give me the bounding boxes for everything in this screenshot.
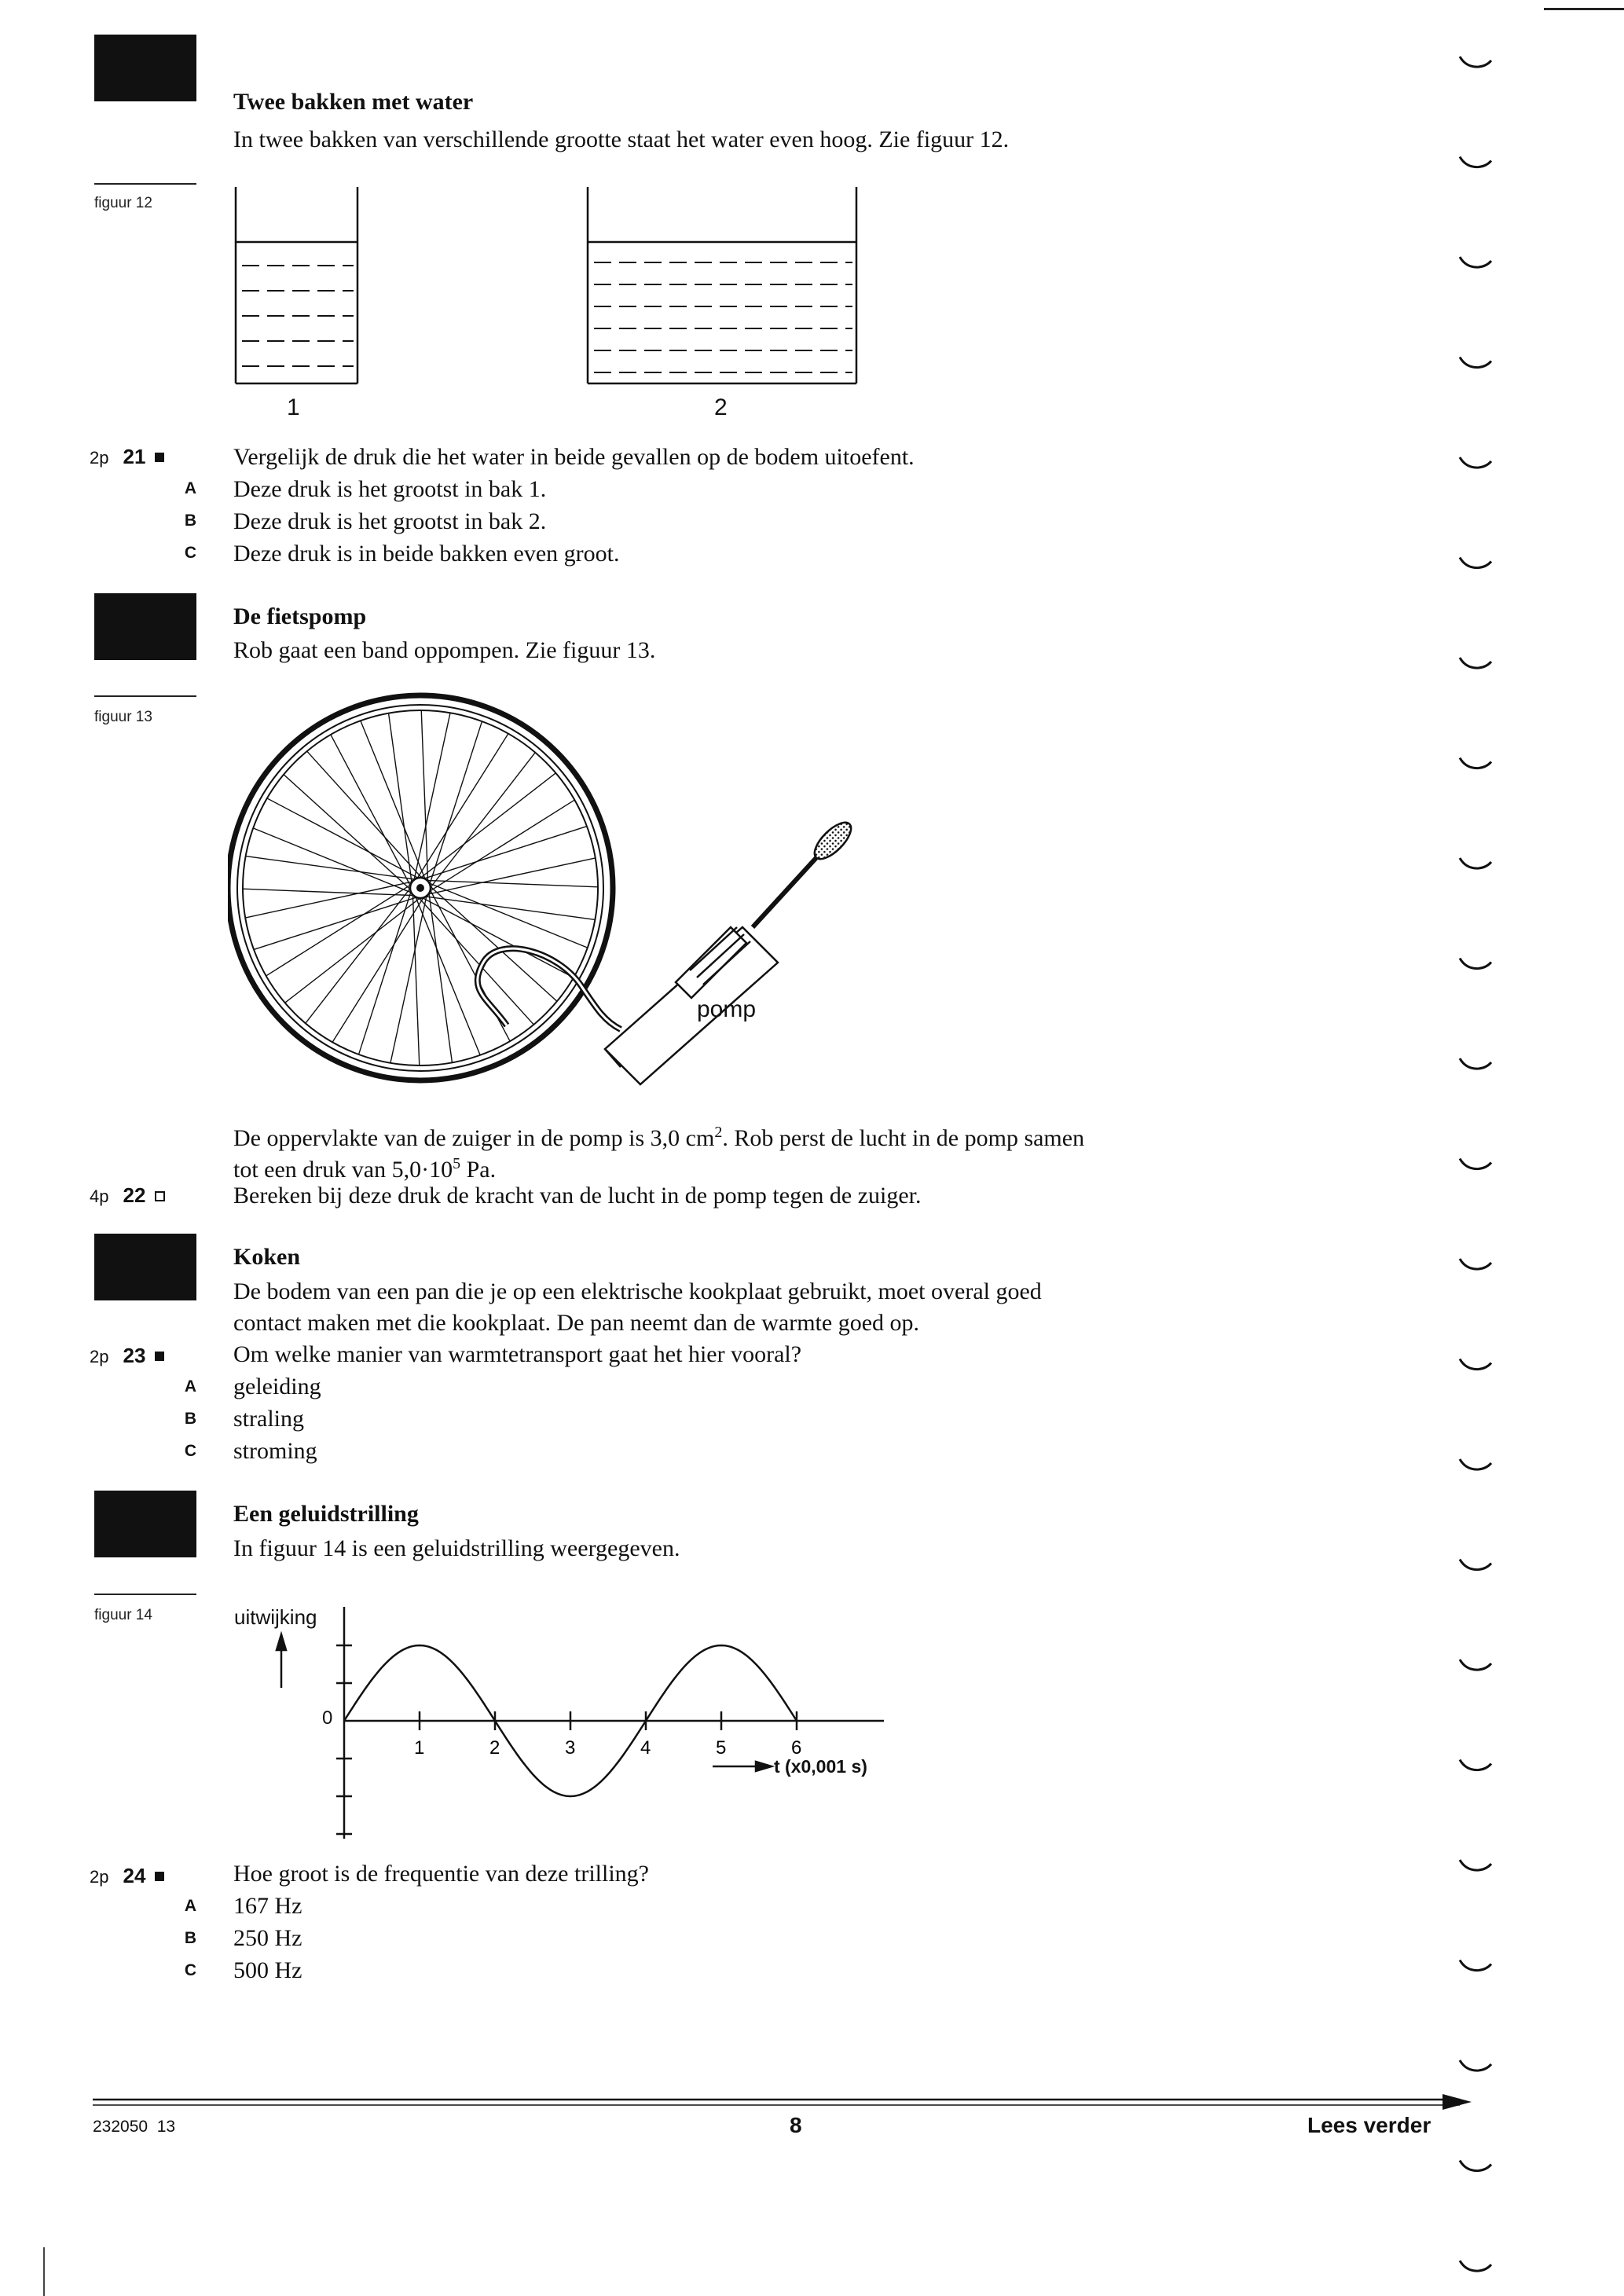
section-intro-water: In twee bakken van verschillende grootte staat het water even hoog. Zie figuur 12. [233,127,1010,152]
top-edge-line [1544,8,1624,10]
section-intro-sound: In figuur 14 is een geluidstrilling weergegeven. [233,1535,680,1561]
wheel-spoke [421,710,428,886]
option-text: straling [233,1406,304,1432]
margin-tick-mark [1460,2161,1491,2171]
footer-next: Lees verder [1307,2113,1432,2137]
option-text: Deze druk is het grootst in bak 1. [233,476,547,502]
question-points: 2p [90,1347,109,1366]
option-text: 500 Hz [233,1957,302,1983]
margin-tick-mark [1460,1259,1491,1269]
footer-arrow-rule [93,2090,1476,2114]
question-points: 2p [90,448,109,468]
wheel-spoke [416,773,555,882]
wheel-spoke [284,775,414,893]
y-arrow [277,1634,286,1688]
question-21-meta [90,445,164,469]
wheel-spoke [420,896,595,919]
option-letter: C [184,544,196,562]
option-letter: A [184,1897,196,1915]
margin-tick-mark [1460,1660,1491,1670]
wheel-spoke [428,888,452,1062]
x-tick-label: 1 [414,1737,425,1759]
x-tick-label: 6 [791,1737,802,1759]
wheel-spoke [424,881,588,948]
margin-tick-mark [1460,2060,1491,2070]
wheel-spoke [412,889,420,1065]
superscript: 2 [714,1124,723,1141]
y-axis-label: uitwijking [234,1605,317,1629]
cooking-body-line-2: contact maken met die kookplaat. De pan neemt dan de warmte goed op. [233,1310,920,1336]
x-tick-label: 4 [640,1737,651,1759]
y-origin-label: 0 [322,1707,333,1729]
wheel-spoke [306,884,414,1023]
margin-tick-mark [1460,1058,1491,1069]
pump-body-text: Pa. [460,1157,497,1183]
wheel-spoke [253,828,416,895]
margin-tick-mark [1460,1459,1491,1469]
multiple-choice-marker [155,1872,164,1881]
wheel-spoke [307,751,426,882]
section-title-cooking: Koken [233,1244,301,1270]
wheel-spoke [418,895,574,977]
wheel-spoke [361,721,427,884]
option-text: 167 Hz [233,1893,302,1919]
pump-label: pomp [697,996,757,1022]
wheel-spoke [413,892,480,1055]
margin-tick-mark [1460,457,1491,468]
question-number: 21 [123,445,146,468]
margin-tick-mark [1460,358,1491,368]
figure-rule [94,1594,196,1595]
question-number: 23 [123,1344,146,1367]
wheel-spoke [425,800,574,894]
margin-tick-mark [1460,257,1491,267]
pump-body-text: De oppervlakte van de zuiger in de pomp is 3,0 cm [233,1125,715,1151]
question-points: 4p [90,1187,109,1206]
wheel-spoke [266,882,416,976]
margin-tick-mark [1460,858,1491,868]
margin-tick-mark [1460,2261,1491,2271]
option-letter: B [184,1929,196,1947]
figure-13-bicycle-wheel-pump [228,691,880,1100]
figure-label-14: figuur 14 [94,1607,152,1623]
section-marker [94,35,196,101]
wheel-spoke [243,889,419,896]
option-letter: A [184,1377,196,1396]
multiple-choice-marker [155,453,164,462]
question-24-meta [90,1864,164,1888]
margin-tick-mark [1460,558,1491,568]
wheel-spoke [332,893,427,1042]
open-question-marker [155,1191,165,1201]
question-21-text: Vergelijk de druk die het water in beide gevallen op de bodem uitoefent. [233,444,915,470]
wheel-spoke [428,721,482,889]
margin-tick-marks [1446,0,1540,2296]
margin-tick-mark [1460,57,1491,67]
margin-tick-mark [1460,1860,1491,1870]
wheel-spoke [427,883,557,1002]
margin-tick-mark [1460,959,1491,969]
x-tick-label: 5 [716,1737,727,1759]
wheel-spoke [254,896,422,950]
option-letter: B [184,512,196,530]
footer-code: 232050 13 [93,2118,176,2136]
tank-label-2: 2 [714,394,728,420]
section-marker [94,593,196,660]
option-text: Deze druk is in beide bakken even groot. [233,541,620,567]
superscript: 5 [453,1155,461,1172]
figure-rule [94,695,196,697]
margin-tick-mark [1460,758,1491,768]
question-points: 2p [90,1867,109,1887]
margin-tick-mark [1460,1560,1491,1570]
wheel-spoke [422,880,598,887]
margin-tick-mark [1460,1960,1491,1971]
x-ticks [414,1711,801,1759]
option-letter: C [184,1442,196,1460]
figure-12-tanks [228,187,872,431]
section-title-water: Twee bakken met water [233,89,474,115]
multiple-choice-marker [155,1352,164,1361]
question-23-meta [90,1344,164,1368]
left-edge-line [43,2247,45,2296]
pump [605,817,856,1084]
option-text: Deze druk is het grootst in bak 2. [233,508,547,534]
wheel-spoke [414,734,508,883]
option-text: stroming [233,1438,317,1464]
question-24-text: Hoe groot is de frequentie van deze trilling? [233,1861,649,1887]
figure-label-13: figuur 13 [94,709,152,725]
section-marker [94,1234,196,1300]
section-title-pump: De fietspomp [233,603,367,629]
wheel-spoke [419,827,587,881]
figure-14-sound-wave-chart [228,1595,904,1847]
wheel-spoke [427,753,536,892]
pump-body-text: . Rob perst de lucht in de pomp samen [722,1125,1085,1151]
wheel-spoke [267,798,423,881]
margin-tick-mark [1460,157,1491,167]
question-23-text: Om welke manier van warmtetransport gaat het hier vooral? [233,1341,802,1367]
x-tick-label: 2 [489,1737,500,1759]
wheel-spoke [389,713,412,888]
option-text: 250 Hz [233,1925,302,1951]
option-letter: C [184,1961,196,1979]
margin-tick-mark [1460,1760,1491,1770]
cooking-body-line-1: De bodem van een pan die je op een elektrische kookplaat gebruikt, moet overal goed [233,1278,1042,1304]
margin-tick-mark [1460,1159,1491,1169]
question-22-meta [90,1183,165,1208]
wheel-spoke [416,894,534,1025]
wheel-spoke [331,735,413,891]
t-arrow [713,1762,772,1771]
x-tick-label: 3 [565,1737,576,1759]
section-intro-pump: Rob gaat een band oppompen. Zie figuur 13. [233,637,656,663]
tank-label-1: 1 [287,394,300,420]
option-letter: B [184,1410,196,1428]
question-number: 24 [123,1864,146,1887]
wheel-spoke [359,886,413,1054]
tank-2 [588,187,856,383]
figure-rule [94,183,196,185]
option-letter: A [184,479,196,497]
question-22-text: Bereken bij deze druk de kracht van de lucht in de pomp tegen de zuiger. [233,1183,922,1209]
tank-1 [236,187,357,383]
pump-body-text: tot een druk van 5,0·10 [233,1157,453,1183]
figure-label-12: figuur 12 [94,195,152,211]
x-axis-label: t (x0,001 s) [774,1756,867,1777]
question-number: 22 [123,1183,146,1207]
margin-tick-mark [1460,658,1491,668]
section-marker [94,1491,196,1557]
option-text: geleiding [233,1374,321,1399]
wheel-spoke [285,895,424,1003]
section-title-sound: Een geluidstrilling [233,1501,419,1527]
wheel-spoke [246,856,420,880]
margin-tick-mark [1460,1359,1491,1370]
page-number: 8 [790,2113,802,2137]
